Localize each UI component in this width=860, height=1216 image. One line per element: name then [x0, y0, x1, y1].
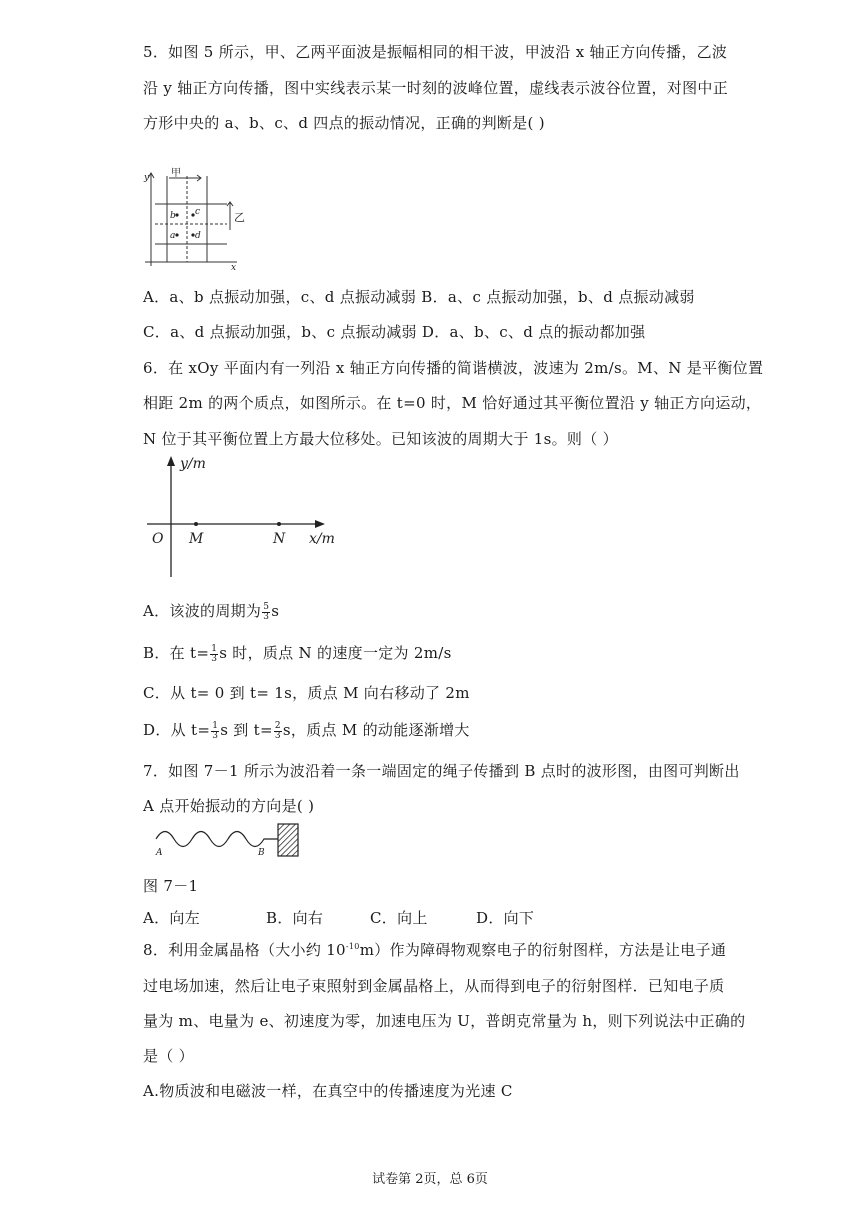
q6-fig-y-label: y/m	[180, 456, 206, 472]
q7-option-c: C．向上	[370, 909, 428, 927]
q7-fig-b: B	[258, 848, 265, 858]
label-c: c	[195, 207, 201, 217]
q8-line-2: 过电场加速，然后让电子束照射到金属晶格上，从而得到电子的衍射图样．已知电子质	[143, 977, 725, 995]
q5-fig-jia: 甲	[171, 168, 181, 179]
q8-option-a: A.物质波和电磁波一样，在真空中的传播速度为光速 C	[143, 1082, 513, 1100]
fixed-wall	[278, 824, 298, 856]
page-footer: 试卷第 2页，总 6页	[372, 1172, 488, 1187]
q7-caption: 图 7－1	[143, 877, 199, 895]
q6-option-d: D．从 t= $\frac{1}{3}$ s 到 t= $\frac{2}{3}$ s，质点 M 的动能逐渐增大	[143, 720, 470, 741]
q6-option-c: C．从 t= 0 到 t= 1s，质点 M 向右移动了 2m	[143, 684, 470, 702]
q6-fig-n: N	[273, 531, 286, 547]
q6-option-a: A．该波的周期为 $\frac{5}{3}$ s	[143, 601, 280, 622]
label-d: d	[195, 231, 201, 241]
q7-line-1: 7．如图 7－1 所示为波沿着一条一端固定的绳子传播到 B 点时的波形图，由图可判断出	[143, 762, 740, 780]
q5-line-1: 5．如图 5 所示，甲、乙两平面波是振幅相同的相干波，甲波沿 x 轴正方向传播，乙波	[143, 43, 728, 61]
q6-line-2: 相距 2m 的两个质点，如图所示。在 t=0 时，M 恰好通过其平衡位置沿 y 轴正方向运动，	[143, 394, 762, 412]
q5-line-3: 方形中央的 a、b、c、d 四点的振动情况，正确的判断是( )	[143, 114, 545, 132]
q7-line-2: A 点开始振动的方向是( )	[143, 797, 315, 815]
q5-interference-figure	[143, 168, 245, 273]
q6-fig-origin: O	[152, 531, 164, 547]
q5-fig-y-label: y	[144, 173, 150, 183]
q5-option-c-d: C．a、d 点振动加强，b、c 点振动减弱 D．a、b、c、d 点的振动都加强	[143, 323, 646, 341]
label-a: a	[170, 231, 176, 241]
q8-line-1: 8．利用金属晶格（大小约 $10^{-10}m$）作为障碍物观察电子的衍射图样，方法是让电子通	[143, 941, 727, 959]
q6-fig-m: M	[189, 531, 204, 547]
label-b: b	[170, 211, 176, 221]
q7-option-b: B．向右	[266, 909, 324, 927]
q8-line-3: 量为 m、电量为 e、初速度为零，加速电压为 U，普朗克常量为 h，则下列说法中正确的	[143, 1012, 746, 1030]
point-a	[175, 233, 178, 236]
q7-option-d: D．向下	[476, 909, 535, 927]
q5-line-2: 沿 y 轴正方向传播，图中实线表示某一时刻的波峰位置，虚线表示波谷位置，对图中正	[143, 79, 729, 97]
q8-line-4: 是（ ）	[143, 1047, 194, 1065]
point-n	[277, 522, 281, 526]
q6-axes-figure	[143, 452, 343, 582]
q5-fig-x-label: x	[231, 263, 237, 273]
point-b	[175, 213, 178, 216]
q6-option-b: B．在 t= $\frac{1}{3}$ s 时，质点 N 的速度一定为 2m/s	[143, 643, 452, 664]
q7-option-a: A．向左	[143, 909, 201, 927]
q7-fig-a: A	[156, 848, 163, 858]
q7-rope-wave-figure	[152, 820, 312, 860]
q6-line-3: N 位于其平衡位置上方最大位移处。已知该波的周期大于 1s。则（ ）	[143, 430, 618, 448]
q6-line-1: 6．在 xOy 平面内有一列沿 x 轴正方向传播的简谐横波，波速为 2m/s。M、N 是平衡位置	[143, 359, 764, 377]
q5-fig-yi: 乙	[234, 211, 245, 224]
rope-wave	[156, 832, 278, 847]
q6-fig-x-label: x/m	[309, 531, 335, 547]
q5-option-a-b: A．a、b 点振动加强，c、d 点振动减弱 B．a、c 点振动加强，b、d 点振动减弱	[143, 288, 695, 306]
point-m	[194, 522, 198, 526]
